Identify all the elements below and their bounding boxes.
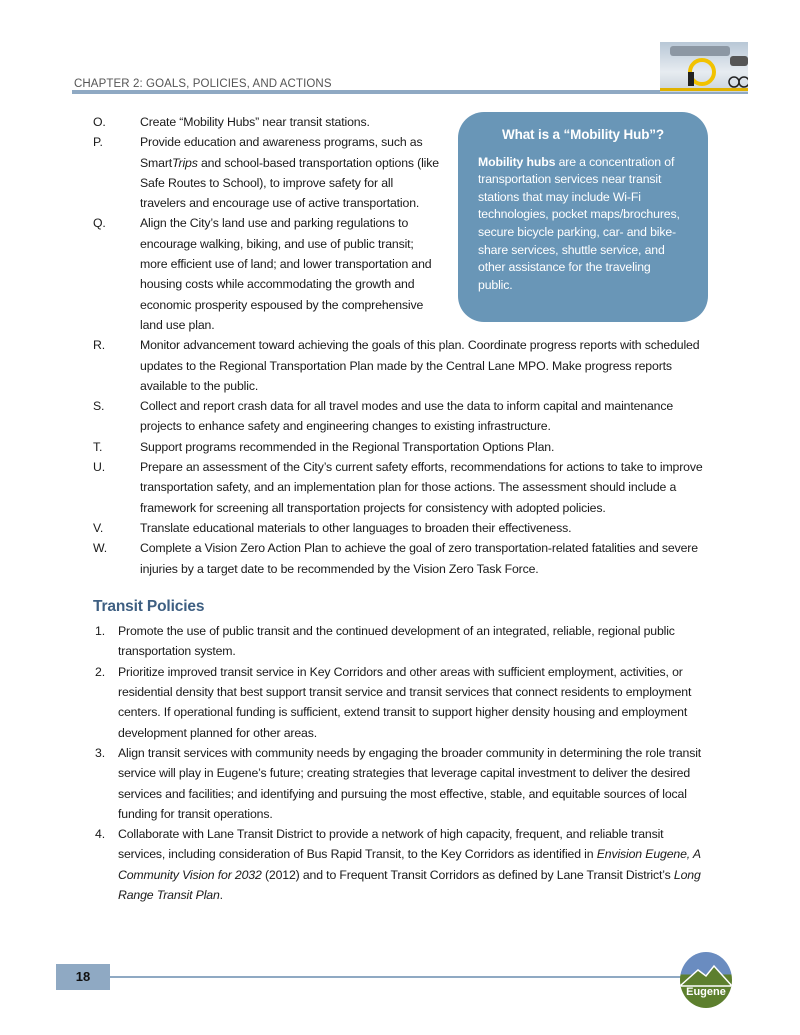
transit-illustration-icon [660,42,748,92]
list-item [0,824,800,905]
chapter-header: CHAPTER 2: GOALS, POLICIES, AND ACTIONS [74,78,332,90]
body-content [0,112,800,905]
item-text: Prioritize improved transit service in Key Corridors and other areas with sufficient employment, activities, or residential density that best support transit service and transit services that connect residents to employment centers. If operational funding is sufficient, extend transit to support higher density housing and employment development planned for other areas. [118,664,692,740]
callout-bold-term: Mobility hubs [478,154,556,169]
callout-title: What is a “Mobility Hub”? [502,127,664,142]
header-rule [72,90,748,94]
footer-rule [110,976,700,978]
item-text: Promote the use of public transit and the continued development of an integrated, reliable, regional public transportation system. [118,624,675,659]
item-marker: R. [93,338,105,353]
item-marker: W. [93,541,108,556]
item-marker: 4. [95,827,105,842]
list-item [0,396,800,437]
item-marker: V. [93,520,104,535]
item-text: Collect and report crash data for all travel modes and use the data to inform capital and maintenance projects to enhance safety and engineering changes to existing infrastructure. [140,399,674,434]
item-marker: T. [93,439,103,454]
list-item [0,662,800,743]
list-item [0,518,800,538]
item-text: Align the City’s land use and parking regulations to encourage walking, biking, and use of public transit; more efficient use of land; and lower transportation and housing costs while accommodating the growth and economic prosperity espoused by the comprehensive land use plan. [140,216,432,332]
list-item [0,621,800,662]
item-text: Translate educational materials to other languages to broaden their effectiveness. [140,520,572,535]
list-item [0,437,800,457]
item-text: Provide education and awareness programs, such as Smart [140,135,423,170]
list-item [0,743,800,824]
item-marker: 1. [95,624,105,639]
actions-list [0,112,800,579]
item-italic-text: Trips [172,155,198,170]
eugene-logo [680,952,732,1008]
item-text: Prepare an assessment of the City’s current safety efforts, recommendations for actions to take to improve transportation safety, and an implementation plan for those actions. The assessment should include a framework for screening all transportation projects for consistency with adopted policies. [140,460,703,515]
item-text: Collaborate with Lane Transit District to provide a network of high capacity, frequent, and reliable transit services, including consideration of Bus Rapid Transit, to the Key Corridors as identified in [118,827,664,862]
list-item [0,335,800,396]
item-italic-text: Long Range Transit Plan [118,867,701,902]
item-marker: Q. [93,216,106,231]
item-text: Align transit services with community needs by engaging the broader community in determining the role transit service will play in Eugene’s future; creating strategies that leverage capital investment to deliver the desired services and facilities; and identifying and pursuing the most effective, stable, and equitable sources of local funding for transit operations. [118,745,702,821]
item-text-end: . [219,887,223,902]
callout-body: are a concentration of transportation services near transit stations that may include Wi-Fi technologies, pocket maps/brochures, secure bicycle parking, car- and bike-share services, shuttle service, and other assistance for the traveling public. [478,154,680,292]
transit-policies-list [0,621,800,905]
list-item [0,132,800,213]
page-number: 18 [56,964,110,990]
item-marker: 3. [95,745,105,760]
item-text: Complete a Vision Zero Action Plan to achieve the goal of zero transportation-related fatalities and severe injuries by a target date to be recommended by the Vision Zero Task Force. [140,541,698,576]
list-item [0,457,800,518]
item-italic-text: Envision Eugene, A Community Vision for 2032 [118,847,701,882]
item-marker: U. [93,460,105,475]
item-text-cont: (2012) and to Frequent Transit Corridors as defined by Lane Transit District’s [261,867,674,882]
transportation-banner-image [660,42,748,92]
transit-policies-heading: Transit Policies [93,597,205,615]
item-marker: 2. [95,664,105,679]
item-marker: O. [93,115,106,129]
list-item [0,112,800,132]
item-text: Support programs recommended in the Regional Transportation Options Plan. [140,439,555,454]
item-marker: S. [93,399,105,414]
item-marker: P. [93,135,103,150]
item-text: Monitor advancement toward achieving the goals of this plan. Coordinate progress reports with scheduled updates to the Regional Transportation Plan made by the Central Lane MPO. Make progress reports available to the public. [140,338,700,393]
item-text-cont: and school-based transportation options (like Safe Routes to School), to improve safety for all travelers and encourage use of active transportation. [140,155,439,211]
logo-text: Eugene [686,986,726,998]
list-item [0,538,800,579]
item-text: Create “Mobility Hubs” near transit stations. [140,115,370,129]
list-item [0,213,800,335]
